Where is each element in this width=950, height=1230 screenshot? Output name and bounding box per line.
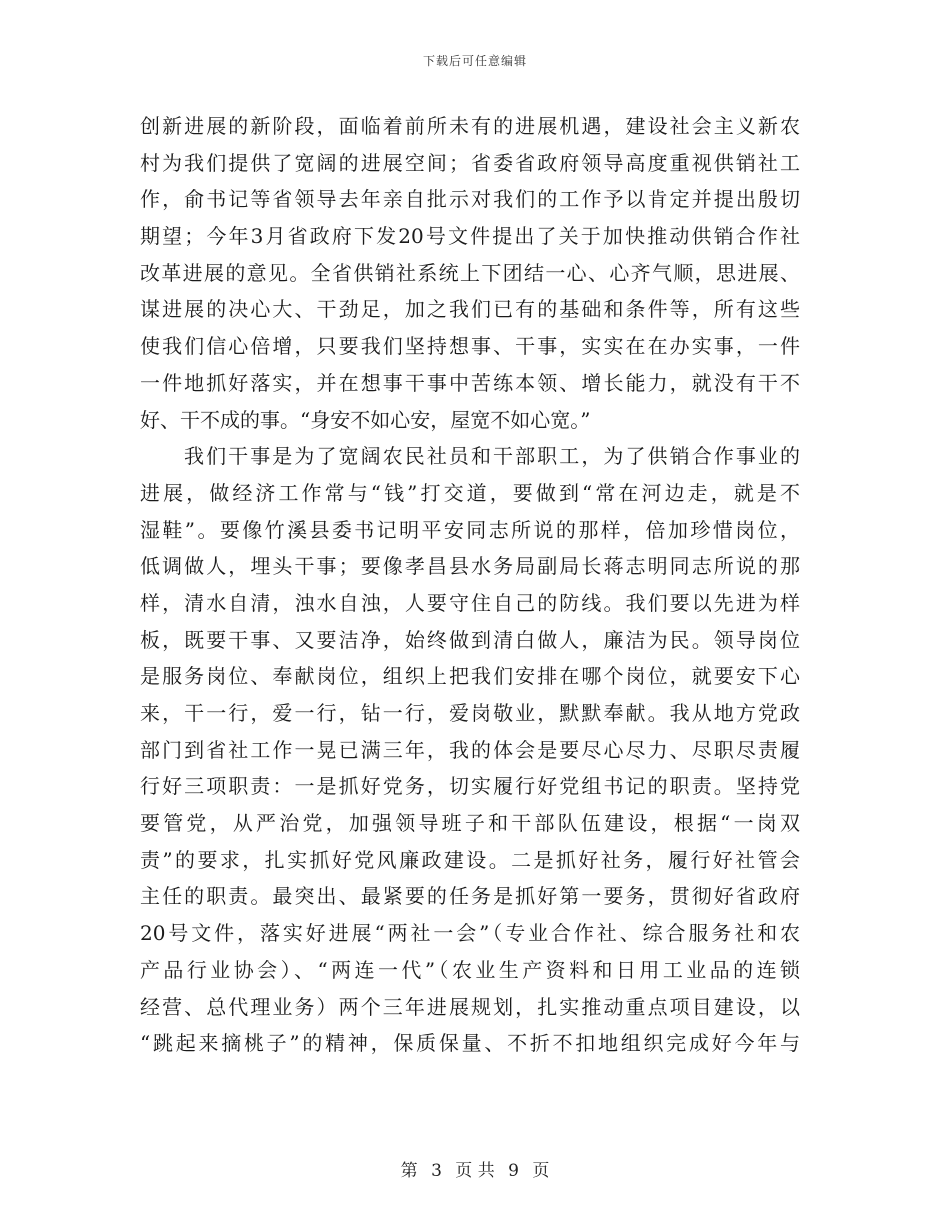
text-line: 经营、总代理业务）两个三年进展规划，扎实推动重点项目建设，以	[140, 994, 800, 1019]
text-line: 谋进展的决心大、干劲足，加之我们已有的基础和条件等，所有这些	[140, 297, 800, 322]
text-line: 使我们信心倍增，只要我们坚持想事、干事，实实在在办实事，一件	[140, 334, 800, 359]
footer-middle: 页 共	[455, 1161, 495, 1181]
paragraph-1	[140, 108, 800, 438]
text-line: “跳起来摘桃子”的精神，保质保量、不折不扣地组织完成好今年与	[140, 1031, 800, 1056]
text-line: 来，干一行，爱一行，钻一行，爱岗敬业，默默奉献。我从地方党政	[140, 701, 800, 725]
text-line: 我们干事是为了宽阔农民社员和干部职工，为了供销合作事业的	[184, 444, 800, 469]
text-line: 湿鞋”。要像竹溪县委书记明平安同志所说的那样，倍加珍惜岗位，	[140, 517, 800, 542]
total-pages-number: 9	[508, 1161, 519, 1181]
text-line: 好、干不成的事。“身安不如心安，屋宽不如心宽。”	[140, 407, 591, 432]
text-line: 主任的职责。最突出、最紧要的任务是抓好第一要务，贯彻好省政府	[140, 884, 800, 909]
body-text	[140, 108, 800, 1062]
text-line: 一件地抓好落实，并在想事干事中苦练本领、增长能力，就没有干不	[140, 370, 800, 395]
text-line: 创新进展的新阶段，面临着前所未有的进展机遇，建设社会主义新农	[140, 114, 800, 138]
text-line: 村为我们提供了宽阔的进展空间；省委省政府领导高度重视供销社工	[140, 150, 800, 175]
page-header: 下载后可任意编辑	[422, 54, 527, 68]
text-line: 期望；今年3月省政府下发20号文件提出了关于加快推动供销合作社	[140, 224, 800, 249]
footer-suffix: 页	[532, 1161, 550, 1181]
text-line: 作，俞书记等省领导去年亲自批示对我们的工作予以肯定并提出殷切	[140, 187, 800, 212]
page-footer	[0, 1156, 950, 1181]
text-line: 板，既要干事、又要洁净，始终做到清白做人，廉洁为民。领导岗位	[140, 627, 800, 652]
text-line: 要管党，从严治党，加强领导班子和干部队伍建设，根据“一岗双	[140, 811, 800, 836]
text-line: 20号文件，落实好进展“两社一会”（专业合作社、综合服务社和农	[140, 921, 800, 946]
text-line: 样，清水自清，浊水自浊，人要守住自己的防线。我们要以先进为样	[140, 590, 800, 615]
text-line: 低调做人，埋头干事；要像孝昌县水务局副局长蒋志明同志所说的那	[140, 554, 800, 579]
footer-prefix: 第	[400, 1161, 418, 1181]
text-line: 是服务岗位、奉献岗位，组织上把我们安排在哪个岗位，就要安下心	[140, 664, 800, 689]
text-line: 改革进展的意见。全省供销社系统上下团结一心、心齐气顺，思进展、	[140, 260, 800, 285]
text-line: 产品行业协会）、“两连一代”（农业生产资料和日用工业品的连锁	[140, 957, 800, 982]
paragraph-2	[140, 438, 800, 1062]
text-line: 部门到省社工作一晃已满三年，我的体会是要尽心尽力、尽职尽责履	[140, 737, 800, 762]
current-page-number: 3	[431, 1161, 442, 1181]
text-line: 进展，做经济工作常与“钱”打交道，要做到“常在河边走，就是不	[140, 480, 800, 505]
text-line: 行好三项职责：一是抓好党务，切实履行好党组书记的职责。坚持党	[140, 774, 800, 799]
text-line: 责”的要求，扎实抓好党风廉政建设。二是抓好社务，履行好社管会	[140, 847, 800, 872]
